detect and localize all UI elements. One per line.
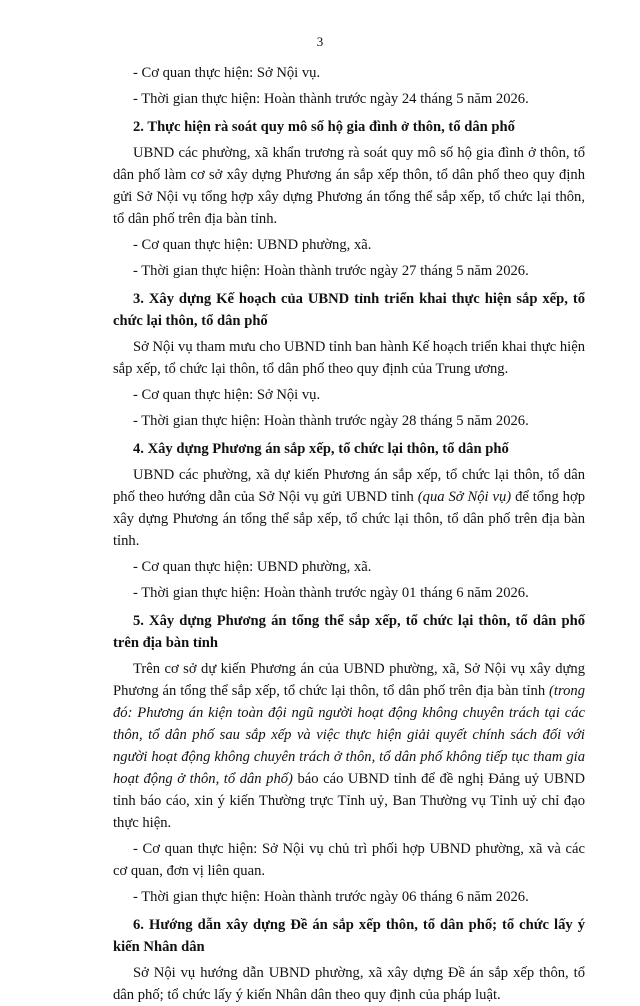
deadline-line: - Thời gian thực hiện: Hoàn thành trước ngày 28 tháng 5 năm 2026. [133, 413, 529, 429]
paragraph-text: Trên cơ sở dự kiến Phương án của UBND phường, xã, Sở Nội vụ xây dựng Phương án tổng thể sắp xếp, tổ chức lại thôn, tổ dân phố trên địa bàn tỉnh [113, 661, 585, 699]
section-paragraph [113, 464, 585, 552]
agency-line: - Cơ quan thực hiện: UBND phường, xã. [133, 559, 372, 575]
deadline-line: - Thời gian thực hiện: Hoàn thành trước ngày 06 tháng 6 năm 2026. [133, 889, 529, 905]
deadline-line: - Thời gian thực hiện: Hoàn thành trước ngày 01 tháng 6 năm 2026. [133, 585, 529, 601]
agency-line: - Cơ quan thực hiện: Sở Nội vụ. [133, 387, 321, 403]
section-heading-3: 3. Xây dựng Kế hoạch của UBND tỉnh triển khai thực hiện sắp xếp, tổ chức lại thôn, tổ dân phố [113, 291, 585, 329]
section-heading-2: 2. Thực hiện rà soát quy mô số hộ gia đình ở thôn, tổ dân phố [133, 119, 515, 135]
section-paragraph: Sở Nội vụ tham mưu cho UBND tỉnh ban hành Kế hoạch triển khai thực hiện sắp xếp, tổ chức lại thôn, tổ dân phố theo quy định của Trung ương. [113, 339, 585, 377]
document-body [113, 62, 585, 1006]
page-number: 3 [316, 34, 324, 49]
paragraph-text: UBND các phường, xã dự kiến Phương án sắp xếp, tổ chức lại thôn, tổ dân phố theo hướng dẫn của Sở Nội vụ gửi UBND tỉnh [113, 467, 585, 505]
section-heading-5: 5. Xây dựng Phương án tổng thể sắp xếp, tổ chức lại thôn, tổ dân phố trên địa bàn tỉnh [113, 613, 585, 651]
paragraph-text: báo cáo UBND tỉnh để đề nghị Đảng uỷ UBND tỉnh báo cáo, xin ý kiến Thường trực Tỉnh uỷ, Ban Thường vụ Tỉnh uỷ chỉ đạo thực hiện. [113, 771, 585, 831]
section-paragraph [113, 658, 585, 834]
deadline-line: - Thời gian thực hiện: Hoàn thành trước ngày 24 tháng 5 năm 2026. [133, 91, 529, 107]
section-paragraph: UBND các phường, xã khẩn trương rà soát quy mô số hộ gia đình ở thôn, tổ dân phố làm cơ sở xây dựng Phương án sắp xếp thôn, tổ dân phố theo quy định gửi Sở Nội vụ tổng hợp xây dựng Phương án tổng thể sắp xếp, tổ chức lại thôn, tổ dân phố trên địa bàn tỉnh. [113, 145, 585, 227]
section-heading-6: 6. Hướng dẫn xây dựng Đề án sắp xếp thôn, tổ dân phố; tổ chức lấy ý kiến Nhân dân [113, 917, 585, 955]
section-heading-4: 4. Xây dựng Phương án sắp xếp, tổ chức lại thôn, tổ dân phố [133, 441, 509, 457]
agency-line: - Cơ quan thực hiện: Sở Nội vụ. [133, 65, 321, 81]
paragraph-italic-text: (trong đó: Phương án kiện toàn đội ngũ người hoạt động không chuyên trách tại các thôn, tổ dân phố sau sắp xếp và việc thực hiện giải quyết chính sách đối với người hoạt động không chuyên trách ở thôn, tổ dân phố không tiếp tục tham gia hoạt động ở thôn, tổ dân phố) [113, 683, 585, 787]
deadline-line: - Thời gian thực hiện: Hoàn thành trước ngày 27 tháng 5 năm 2026. [133, 263, 529, 279]
agency-line: - Cơ quan thực hiện: UBND phường, xã. [133, 237, 372, 253]
paragraph-italic-text: (qua Sở Nội vụ) [417, 489, 512, 505]
paragraph-text: để tổng hợp xây dựng Phương án tổng thể sắp xếp, tổ chức lại thôn, tổ dân phố trên địa bàn tỉnh. [113, 489, 585, 549]
agency-line: - Cơ quan thực hiện: Sở Nội vụ chủ trì phối hợp UBND phường, xã và các cơ quan, đơn vị liên quan. [113, 841, 585, 879]
section-paragraph: Sở Nội vụ hướng dẫn UBND phường, xã xây dựng Đề án sắp xếp thôn, tổ dân phố; tổ chức lấy ý kiến Nhân dân theo quy định của pháp luật. [113, 965, 585, 1003]
